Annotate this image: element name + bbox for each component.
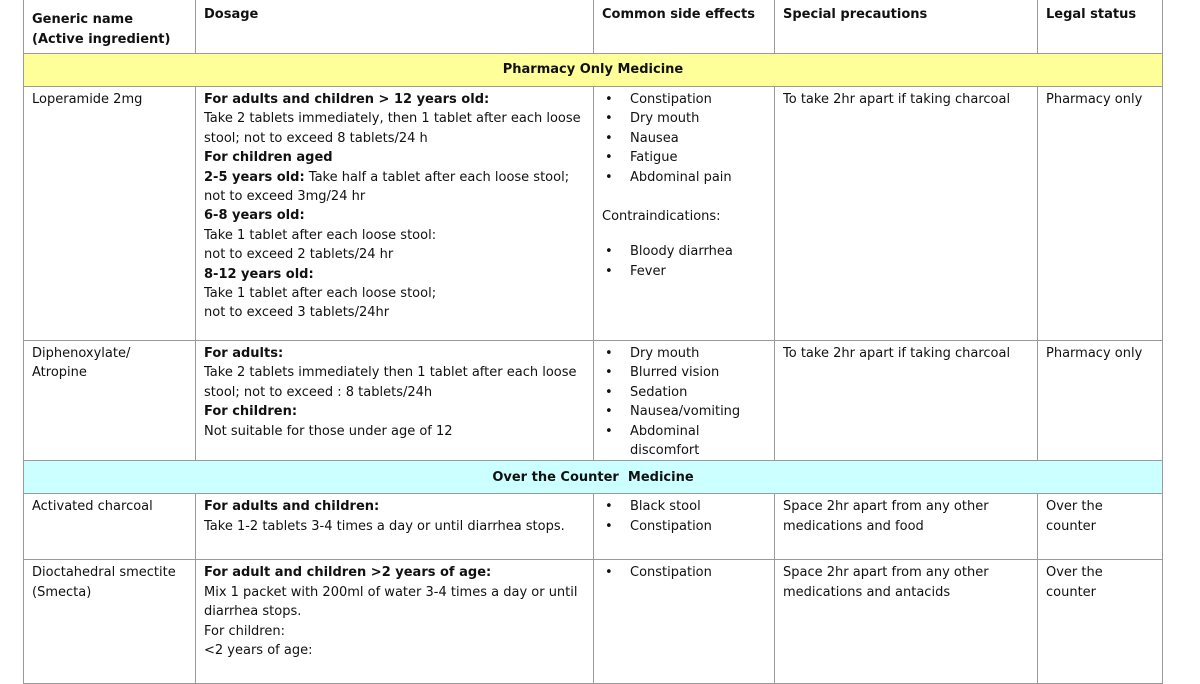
list-item: • Constipation bbox=[602, 563, 766, 582]
precautions-cell: To take 2hr apart if taking charcoal bbox=[775, 87, 1038, 341]
generic-name-cell bbox=[24, 560, 196, 684]
table-row bbox=[24, 560, 1163, 684]
dosage-text: Not suitable for those under age of 12 bbox=[204, 423, 453, 439]
list-item: • Constipation bbox=[602, 90, 766, 109]
generic-name-cell: Loperamide 2mg bbox=[24, 87, 196, 341]
list-item: • Blurred vision bbox=[602, 363, 766, 382]
dosage-heading: For adults and children: bbox=[204, 499, 380, 515]
dosage-heading: For children aged bbox=[204, 150, 333, 166]
spacer bbox=[602, 226, 766, 242]
side-effects-list bbox=[602, 344, 766, 460]
dosage-heading: For adult and children >2 years of age: bbox=[204, 565, 492, 581]
list-item: • Fever bbox=[602, 262, 766, 281]
header-dosage: Dosage bbox=[196, 0, 594, 54]
dosage-text: Mix 1 packet with 200ml of water 3-4 times a day or until bbox=[204, 584, 578, 600]
dosage-text: Take 2 tablets immediately, then 1 tablet after each loose bbox=[204, 111, 581, 127]
dosage-text: Take 1 tablet after each loose stool: bbox=[204, 227, 437, 243]
spacer bbox=[602, 187, 766, 207]
generic-name-line: (Smecta) bbox=[32, 584, 92, 600]
side-effects-cell bbox=[594, 560, 775, 684]
dosage-text: stool; not to exceed 8 tablets/24 h bbox=[204, 130, 428, 146]
list-item: • Nausea bbox=[602, 129, 766, 148]
dosage-text: diarrhea stops. bbox=[204, 604, 302, 620]
legal-status-cell: Over the counter bbox=[1038, 560, 1163, 684]
dosage-heading: 8-12 years old: bbox=[204, 266, 314, 282]
contraindications-label: Contraindications: bbox=[602, 209, 721, 225]
legal-status-cell: Over the counter bbox=[1038, 494, 1163, 560]
dosage-text bbox=[204, 168, 585, 187]
header-legal-status: Legal status bbox=[1038, 0, 1163, 54]
table-row bbox=[24, 87, 1163, 341]
dosage-text: Take 1 tablet after each loose stool; bbox=[204, 286, 437, 302]
list-item: • Constipation bbox=[602, 517, 766, 536]
list-item: • Dry mouth bbox=[602, 109, 766, 128]
dosage-text: not to exceed 3mg/24 hr bbox=[204, 189, 366, 205]
dosage-cell bbox=[196, 87, 594, 341]
dosage-cell bbox=[196, 494, 594, 560]
section-title-pharmacy: Pharmacy Only Medicine bbox=[24, 54, 1163, 87]
dosage-age-text: Take half a tablet after each loose stool; bbox=[304, 169, 570, 185]
medication-table bbox=[23, 0, 1163, 684]
side-effects-cell bbox=[594, 341, 775, 461]
table-row bbox=[24, 494, 1163, 560]
dosage-text: Take 1-2 tablets 3-4 times a day or until diarrhea stops. bbox=[204, 518, 565, 534]
section-title-otc: Over the Counter Medicine bbox=[24, 461, 1163, 494]
dosage-heading: For adults: bbox=[204, 346, 284, 361]
side-effects-list bbox=[602, 497, 766, 536]
header-precautions: Special precautions bbox=[775, 0, 1038, 54]
dosage-heading: For adults and children > 12 years old: bbox=[204, 92, 490, 107]
legal-status-cell: Pharmacy only bbox=[1038, 341, 1163, 461]
dosage-age-label: 2-5 years old: bbox=[204, 169, 305, 185]
dosage-cell bbox=[196, 560, 594, 684]
dosage-text: Take 2 tablets immediately then 1 tablet after each loose bbox=[204, 365, 577, 381]
list-item: • Dry mouth bbox=[602, 344, 766, 363]
generic-name-cell bbox=[24, 341, 196, 461]
side-effects-list bbox=[602, 90, 766, 187]
dosage-text: <2 years of age: bbox=[204, 643, 313, 659]
side-effects-list bbox=[602, 563, 766, 582]
generic-name-line: Dioctahedral smectite bbox=[32, 565, 176, 581]
dosage-heading: 6-8 years old: bbox=[204, 208, 305, 224]
generic-name-line: Diphenoxylate/ bbox=[32, 346, 131, 361]
section-row-otc bbox=[24, 461, 1163, 494]
list-item: • Fatigue bbox=[602, 148, 766, 167]
table-header-row bbox=[24, 0, 1163, 54]
list-item: • Bloody diarrhea bbox=[602, 242, 766, 261]
header-generic-line2: (Active ingredient) bbox=[32, 31, 171, 47]
dosage-cell bbox=[196, 341, 594, 461]
header-side-effects: Common side effects bbox=[594, 0, 775, 54]
generic-name-line: Atropine bbox=[32, 365, 87, 381]
list-item: • Black stool bbox=[602, 497, 766, 516]
header-generic-name bbox=[24, 0, 196, 54]
list-item: • Abdominal discomfort bbox=[602, 422, 766, 461]
side-effects-cell bbox=[594, 494, 775, 560]
table-row bbox=[24, 341, 1163, 461]
dosage-text: not to exceed 2 tablets/24 hr bbox=[204, 247, 394, 263]
dosage-text: For children: bbox=[204, 623, 285, 639]
list-item: • Abdominal pain bbox=[602, 168, 766, 187]
precautions-cell: To take 2hr apart if taking charcoal bbox=[775, 341, 1038, 461]
section-row-pharmacy bbox=[24, 54, 1163, 87]
list-item: • Sedation bbox=[602, 383, 766, 402]
header-generic-line1: Generic name bbox=[32, 12, 134, 28]
precautions-cell: Space 2hr apart from any other medications and food bbox=[775, 494, 1038, 560]
dosage-heading: For children: bbox=[204, 404, 298, 420]
side-effects-cell bbox=[594, 87, 775, 341]
legal-status-cell: Pharmacy only bbox=[1038, 87, 1163, 341]
generic-name-cell: Activated charcoal bbox=[24, 494, 196, 560]
precautions-cell: Space 2hr apart from any other medications and antacids bbox=[775, 560, 1038, 684]
list-item: • Nausea/vomiting bbox=[602, 402, 766, 421]
dosage-text: not to exceed 3 tablets/24hr bbox=[204, 305, 390, 321]
dosage-text: stool; not to exceed : 8 tablets/24h bbox=[204, 384, 433, 400]
contraindications-list bbox=[602, 242, 766, 281]
